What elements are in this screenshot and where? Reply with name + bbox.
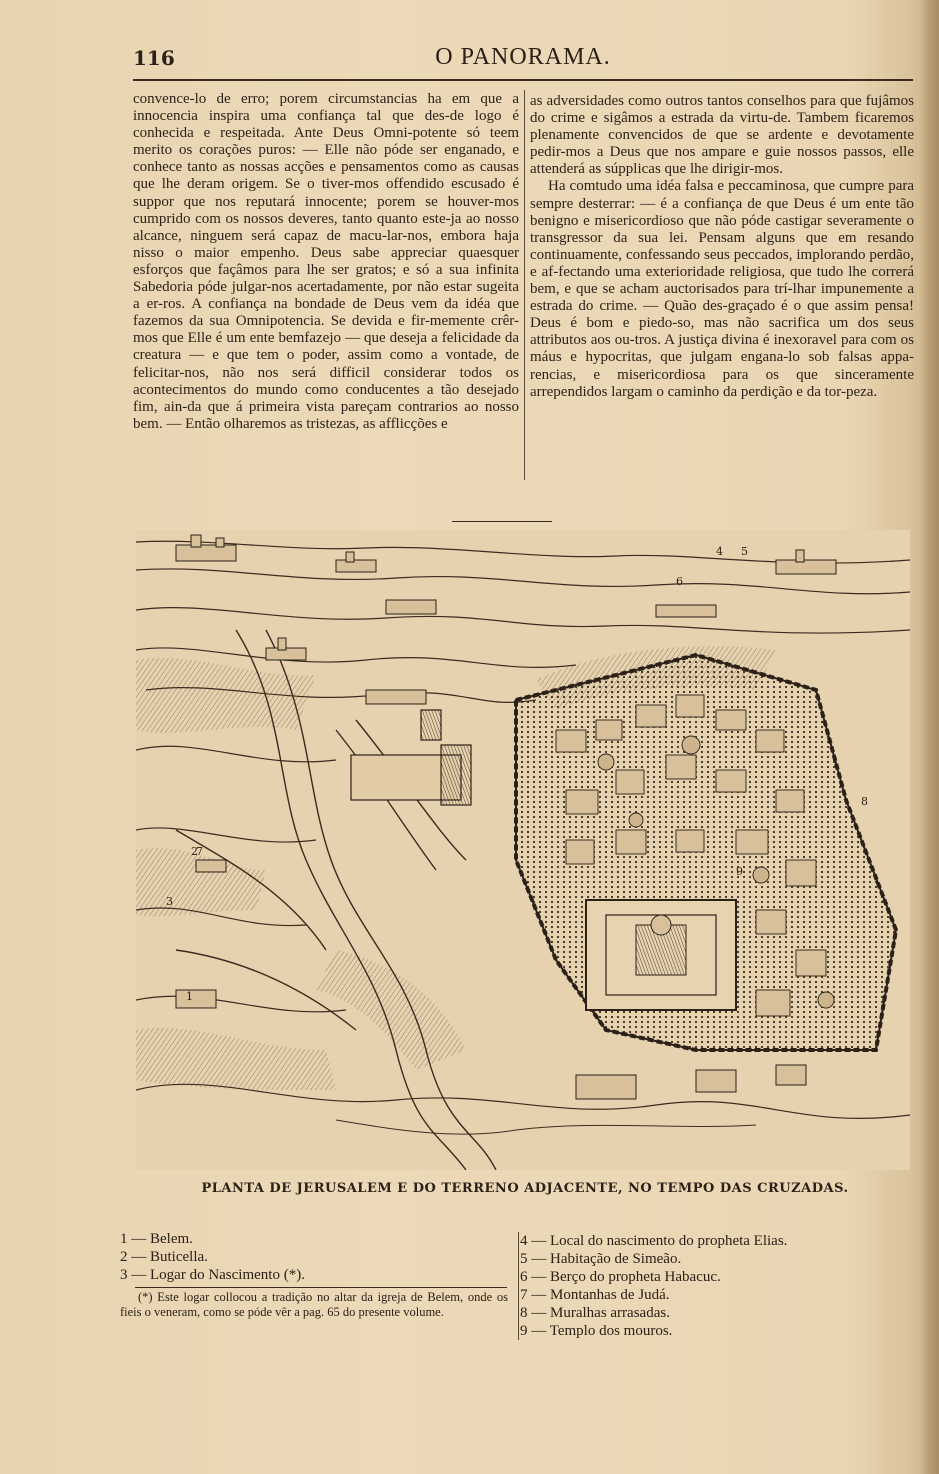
- map-label: 7: [196, 845, 203, 858]
- jerusalem-map-engraving: [136, 530, 910, 1170]
- legend-item: 6 — Berço do propheta Habacuc.: [520, 1269, 721, 1285]
- paragraph: convence-lo de erro; porem circumstancias ha em que a innocencia inspira uma confiança tal que des-de logo é conhecida e respeitada. Ante Deus Omni-potente só teem merito os corações puros: — Elle não póde ser enganado, e conhece tanto as nossas acções e pensamentos como as causas que lhe deram origem. Se o tiver-mos offendido escusado é suppor que nos reputará innocente; porem se houver-mos cumprido com os nossos deveres, tanto quanto este-ja ao nosso alcance, ninguem será capaz de macu-lar-nos, embora haja nisso o maior empenho. Deus sabe appreciar quaesquer esforços que façâmos para lhe ser gratos; e só a sua infinita Sabedoria póde julgar-nos acertadamente, por não estar sugeita a er-ros. A confiança na bondade de Deus vem da idéa que fazemos da sua Omnipotencia. Se devida e fir-memente crêr-mos que Elle é um ente bemfazejo — que deseja a felicidade da creatura — e que tem o poder, assim como a vontade, de felicitar-nos, não nos será difficil considerar todos os acontecimentos do mundo como conducentes a tão desejado fim, ain-da que á primeira vista pareçam contrarios ao nosso bem. — Então olharemos as tristezas, as afflicções e: [133, 91, 519, 432]
- header-rule: [133, 79, 913, 81]
- footnote-text: (*) Este logar collocou a tradição no altar da igreja de Belem, onde os fieis o veneram, como se póde vêr a pag. 65 do presente volume.: [120, 1290, 508, 1319]
- map-label: 9: [736, 865, 743, 878]
- paragraph: Ha comtudo uma idéa falsa e peccaminosa, que cumpre para sempre desterrar: — é a confiança de que Deus é um ente tão benigno e misericordioso que não póde castigar severamente o transgressor da sua lei. Pensam alguns que em resando continuamente, confessando seus peccados, implorando perdão, e af-fectando uma exterioridade religiosa, que tudo lhe correrá bem, e que se acham auctorisados para trí-lhar impunemente a estrada do crime. — Quão des-graçado é o que assim pensa! Deus é bom e piedo-so, mas não sacrifica um dos seus attributos aos ou-tros. A justiça divina é inexoravel para com os máus e hypocritas, que julgam engana-lo sob falsas appa-rencias, e misericordiosa para os que sinceramente arrependidos largam o caminho da perdição e da tor-peza.: [530, 178, 914, 400]
- page-header: [133, 44, 913, 74]
- page-edge: [917, 0, 939, 1474]
- map-label: 8: [861, 795, 868, 808]
- map-label: 4: [716, 545, 723, 558]
- map-label: 5: [741, 545, 748, 558]
- legend-item: 4 — Local do nascimento do propheta Elias.: [520, 1233, 788, 1249]
- legend-right: [520, 1232, 787, 1340]
- footnote: [120, 1290, 508, 1320]
- map-label: 1: [186, 990, 193, 1003]
- legend-item: 1 — Belem.: [120, 1231, 193, 1247]
- footnote-rule: [135, 1287, 507, 1288]
- section-rule: [452, 521, 552, 522]
- legend-item: 9 — Templo dos mouros.: [520, 1323, 673, 1339]
- legend-item: 8 — Muralhas arrasadas.: [520, 1305, 670, 1321]
- map-label: 3: [166, 895, 173, 908]
- page-number: 116: [133, 46, 175, 70]
- legend-divider: [518, 1232, 519, 1340]
- paragraph: as adversidades como outros tantos conselhos para que fujâmos do crime e sigâmos a estrada da virtu-de. Tambem ficaremos plenamente convencidos de que se ardente e devotamente pedir-mos a Deus que nos ampare e guie nossos passos, elle attenderá as súpplicas que lhe dirigir-mos.: [530, 93, 914, 178]
- legend-item: 3 — Logar do Nascimento (*).: [120, 1267, 305, 1283]
- legend-item: 7 — Montanhas de Judá.: [520, 1287, 670, 1303]
- map-label: 2: [191, 845, 198, 858]
- map-label: 6: [676, 575, 683, 588]
- column-divider: [524, 90, 525, 480]
- text-column-left: [133, 91, 519, 433]
- legend-item: 2 — Buticella.: [120, 1249, 208, 1265]
- legend-left: [120, 1230, 305, 1284]
- text-column-right: [530, 93, 914, 401]
- legend-item: 5 — Habitação de Simeão.: [520, 1251, 682, 1267]
- figure-caption: PLANTA DE JERUSALEM E DO TERRENO ADJACENTE, NO TEMPO DAS CRUZADAS.: [201, 1181, 849, 1196]
- publication-title: O PANORAMA.: [435, 44, 611, 70]
